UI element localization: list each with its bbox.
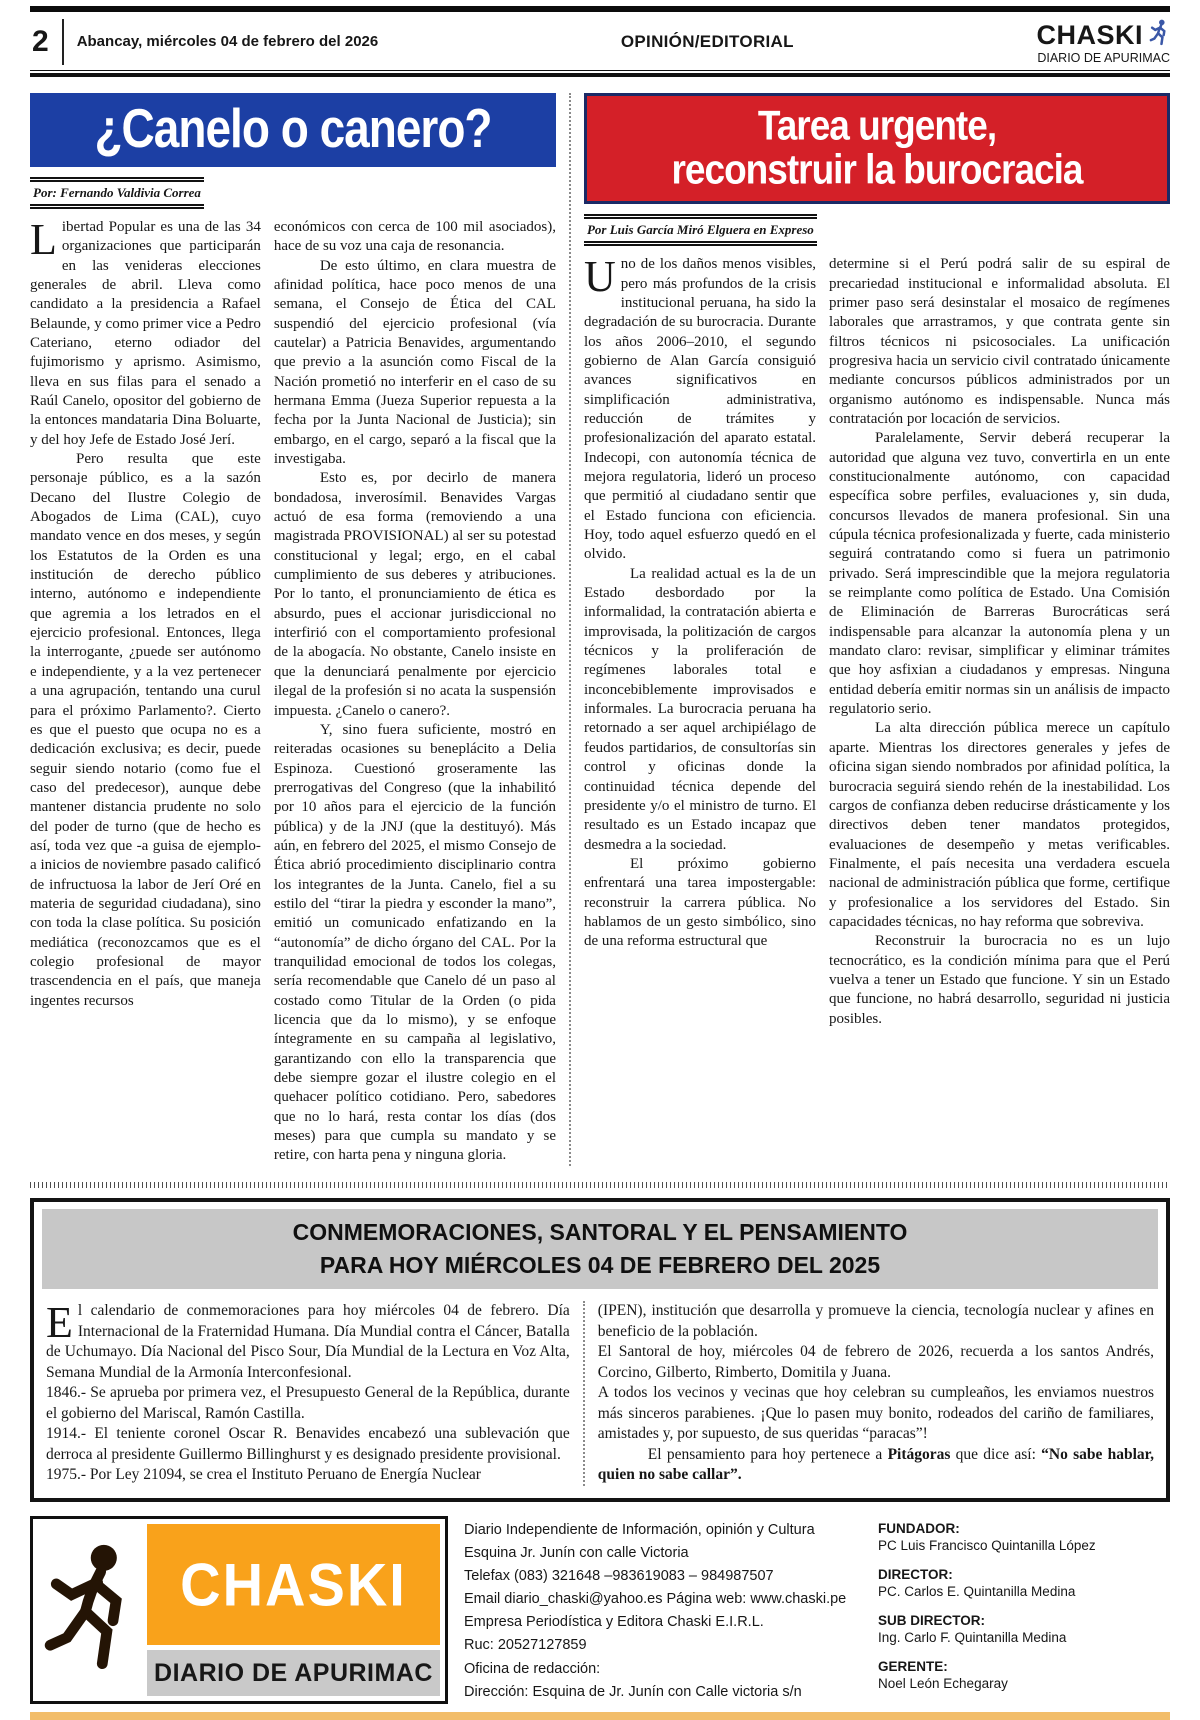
paragraph: A todos los vecinos y vecinas que hoy celebran su cumpleaños, les enviamos nuestros más sinceros parabienes. ¡Que lo pasen muy bonito, rodeados del cariño de familiares, amistades y, por supuesto, de sus queridas “paracas”!: [597, 1384, 1154, 1443]
article-burocracia: [569, 93, 1170, 1166]
footer-logo-subtitle-box: [147, 1650, 440, 1696]
article-canelo-title: ¿Canelo o canero?: [94, 97, 492, 159]
paragraph: El calendario de conmemoraciones para hoy miércoles 04 de febrero. Día Internacional de la Fraternidad Humana. Día Mundial contra el Cáncer, Batalla de Uchumayo. Día Nacional del Pisco Sour, Día Mundial de la Lectura en Voz Alta, Semana Mundial de la Armonía Interconfesional.: [46, 1298, 570, 1381]
article-burocracia-body: [583, 252, 1170, 1029]
paragraph: El próximo gobierno enfrentará una tarea impostergable: reconstruir la carrera pública. No hablamos de un gesto simbólico, sino de una reforma estructural que: [583, 855, 817, 950]
article-burocracia-title-line1: Tarea urgente,: [757, 102, 997, 149]
dropcap: E: [46, 1298, 73, 1348]
paragraph: económicos con cerca de 100 mil asociados), hace de su voz una caja de resonancia.: [273, 218, 556, 255]
paragraph: 1846.- Se aprueba por primera vez, el Presupuesto General de la República, durante el gobierno del Mariscal, Ramón Castilla.: [46, 1384, 570, 1422]
article-canelo-column-2: [274, 218, 556, 1166]
footer-logo-name-box: [147, 1524, 440, 1646]
article-canelo: [30, 93, 569, 1166]
article-burocracia-column-1: [583, 252, 829, 1029]
article-burocracia-byline: Por Luis García Miró Elguera en Expreso: [584, 214, 817, 246]
conmemoraciones-box: [30, 1198, 1170, 1502]
contact-line: Oficina de redacción:: [464, 1660, 601, 1677]
article-canelo-title-box: [30, 93, 556, 167]
paragraph: Uno de los daños menos visibles, pero más profundos de la crisis institucional peruana, ha sido la degradación de su burocracia. Durante los años 2006–2010, el segundo gobierno de Alan García consiguió avances significativos en simplificación administrativa, reducción de trámites y profesionalización del aparato estatal. Indecopi, con autonomía técnica de mejora regulatoria, lideró un proceso que permitió al ciudadano sentir que el Estado funciona con eficiencia. Hoy, todo aquel esfuerzo quedó en el olvido.: [583, 252, 817, 563]
contact-line: Dirección: Esquina de Jr. Junín con Calle victoria s/n: [464, 1683, 802, 1700]
section-separator: [30, 1182, 1170, 1188]
paragraph: Paralelamente, Servir deberá recuperar la autoridad que alguna vez tuvo, convertirla en un ente constitucionalmente autónomo, con capacidad específica sobre perfiles, evaluaciones y, sin duda, concursos llevados de manera profesional. Sin una cúpula técnica profesionalizada y fuerte, cada ministerio seguirá contratando como si fuera un patrimonio privado. Será imprescindible que la mejora regulatoria se reimplante como política de Estado. Una Comisión de Eliminación de Barreras Burocráticas será indispensable para alcanzar la autonomía plena y un mandato claro: revisar, simplificar y eliminar trámites que hoy asfixian a ciudadanos y empresas. Ninguna entidad debería emitir normas sin un análisis de impacto regulatorio serio.: [829, 430, 1170, 718]
staff-name: Noel León Echegaray: [878, 1676, 1008, 1692]
contact-line: Esquina Jr. Junín con calle Victoria: [464, 1544, 689, 1561]
brand-subtitle: DIARIO DE APURIMAC: [1037, 50, 1170, 65]
paragraph: El Santoral de hoy, miércoles 04 de febrero de 2026, recuerda a los santos Andrés, Corcino, Gilberto, Rimberto, Domitila y Juana.: [597, 1343, 1154, 1381]
paragraph: 1914.- El teniente coronel Oscar R. Benavides encabezó una sublevación que derroca al presidente Guillermo Billinghurst y es designado presidente provisional.: [46, 1425, 570, 1463]
contact-line: Diario Independiente de Información, opinión y Cultura: [464, 1521, 815, 1538]
pensamiento-author: Pitágoras: [887, 1445, 951, 1463]
dropcap: L: [30, 214, 57, 264]
bottom-page-strip: [30, 1712, 1170, 1720]
pensamiento-quote: “No sabe hablar, quien no sabe callar”.: [597, 1445, 1154, 1484]
footer: [30, 1516, 1170, 1705]
paragraph: De esto último, en clara muestra de afinidad política, hace poco menos de una semana, el Consejo de Ética del CAL suspendió del ejercicio profesional (vía cautelar) a Patricia Benavides, argumentando que previo a la asunción como Fiscal de la Nación prometió no interferir en el caso de su hermana Emma (Jueza Superior repuesta a la fecha por la Junta Nacional de Justicia); sin embargo, en el cargo, separó a la fiscal que la investigaba.: [273, 257, 556, 468]
dropcap: U: [583, 252, 616, 302]
brand-name: CHASKI: [1036, 20, 1143, 51]
staff-name: PC. Carlos E. Quintanilla Medina: [878, 1584, 1076, 1600]
footer-logo-name: CHASKI: [180, 1550, 407, 1619]
staff-role: GERENTE:: [878, 1658, 948, 1674]
chaski-runner-icon: [38, 1524, 142, 1697]
contact-line: Ruc: 20527127859: [464, 1637, 587, 1654]
conmemoraciones-title-line1: CONMEMORACIONES, SANTORAL Y EL PENSAMIENTO: [292, 1218, 908, 1245]
paragraph: La alta dirección pública merece un capítulo aparte. Mientras los directores generales y jefes de oficina sigan siendo nombrados por afinidad política, la burocracia seguirá siendo rehén de la inestabilidad. Los cargos de confianza deben reducirse drásticamente y los directivos deben tener mandatos protegidos, evaluaciones de desempeño y metas verificables. Finalmente, el país necesita una verdadera escuela nacional de administración pública que forme, certifique y profesionalice a los servidores del Estado. Sin capacidades técnicas, no hay reforma que sobreviva.: [829, 720, 1170, 930]
header-rule: [30, 70, 1170, 77]
paragraph: Libertad Popular es una de las 34 organizaciones que participarán en las venideras elecciones generales de abril. Lleva como candidato a la presidencia a Rafael Belaunde, y como primer vice a Pedro Cateriano, eterno odiador del fujimorismo y aprismo. Asimismo, lleva en sus filas para el senado a Raúl Canelo, opositor del gobierno de la entonces mandataria Dina Boluarte, y del hoy Jefe de Estado José Jerí.: [30, 214, 261, 448]
article-burocracia-title-box: [584, 93, 1170, 204]
footer-contact-info: [464, 1516, 862, 1705]
articles-section: [30, 93, 1170, 1166]
header-divider: [62, 19, 64, 65]
staff-role: SUB DIRECTOR:: [878, 1612, 986, 1628]
footer-logo-subtitle: DIARIO DE APURIMAC: [154, 1658, 433, 1687]
section-title: OPINIÓN/EDITORIAL: [620, 31, 794, 51]
conmemoraciones-column-1: [46, 1298, 583, 1485]
contact-line: Empresa Periodística y Editora Chaski E.I.R.L.: [464, 1614, 764, 1631]
footer-logo-box: [30, 1516, 448, 1705]
paragraph: determine si el Perú podrá salir de su espiral de precariedad institucional e informalidad absoluta. El primer paso será desinstalar el mosaico de regímenes laborales que arrastramos, y que contrata gente sin filtros técnicos ni psicosociales. La unificación progresiva hacia un servicio civil contratado únicamente mediante concursos públicos administrados por un organismo autónomo es indispensable. Nunca más contratación por locación de servicios.: [829, 256, 1170, 427]
conmemoraciones-header: [42, 1209, 1158, 1290]
header-date: Abancay, miércoles 04 de febrero del 2026: [76, 33, 379, 51]
paragraph: Reconstruir la burocracia no es un lujo tecnocrático, es la condición mínima para que el Perú vuelva a tener un Estado que funcione. Y sin un Estado que funcione, no habrá desarrollo, seguridad ni justicia posibles.: [829, 933, 1170, 1027]
paragraph: Pero resulta que este personaje público, es a la sazón Decano del Ilustre Colegio de Abogados de Lima (CAL), cuyo mandato vence en dos meses, y según los Estatutos de la Orden es una institución de derecho público interno, autónomo e independiente que agremia a los letrados en el ejercicio profesional. Entonces, llega la interrogante, ¿puede ser autónomo e independiente, y a la vez pertenecer a una agrupación, tentando una curul para el próximo Parlamento?. Cierto es que el puesto que ocupa no es a dedicación exclusiva; es decir, puede seguir siendo notario (como fue el caso del predecesor), aunque debe mantener distancia prudente no solo del poder de turno (que de hecho es así, toda vez que -a guisa de ejemplo- a inicios de noviembre pasado calificó de infructuosa la labor de Jerí Oré en materia de seguridad ciudadana), sino con toda la clase política. Su posición mediática (reconozcamos que es el colegio profesional de mayor trascendencia en el país, que maneja ingentes recursos: [30, 451, 261, 1009]
masthead: [1036, 19, 1170, 65]
runner-icon: [1148, 19, 1170, 52]
footer-staff-list: [878, 1516, 1170, 1705]
article-canelo-body: [30, 214, 556, 1166]
article-burocracia-title-line2: reconstruir la burocracia: [671, 146, 1083, 192]
paragraph: La realidad actual es la de un Estado desbordado por la informalidad, la contratación abierta e improvisada, la politización de cargos técnicos y la proliferación de regímenes laborales total e inconcebiblemente improvisados e informales. La burocracia peruana ha retornado a ser aquel archipiélago de feudos partidarios, de consultorías sin control y oficinas donde la continuidad técnica depende del presidente y/o el ministro de turno. El resultado es un Estado incapaz que desmedra a la sociedad.: [583, 565, 817, 853]
article-canelo-column-1: [30, 214, 274, 1166]
staff-role: FUNDADOR:: [878, 1520, 960, 1536]
staff-name: Ing. Carlo F. Quintanilla Medina: [878, 1630, 1067, 1646]
contact-line: Telefax (083) 321648 –983619083 – 984987507: [464, 1567, 774, 1584]
staff-name: PC Luis Francisco Quintanilla López: [878, 1538, 1096, 1554]
paragraph: Y, sino fuera suficiente, mostró en reiteradas ocasiones su beneplácito a Delia Espinoza. Cuestionó groseramente las prerrogativas del Congreso (que la inhabilitó por 10 años para el ejercicio de la función pública) y de la JNJ (que la destituyó). Más aún, en febrero del 2025, el mismo Consejo de Ética abrió procedimiento disciplinario contra los integrantes de la Junta. Canelo, fiel a su estilo del “tirar la piedra y esconder la mano”, emitió un comunicado enfatizando en la “autonomía” de dicho órgano del CAL. Por la tranquilidad emocional de todos los colegas, sería recomendable que Canelo dé un paso al costado como Titular de la Orden (o pida licencia que da lo mismo), y se enfoque íntegramente en su campaña al legislativo, garantizando con ello la transparencia que debe siempre gozar el ilustre colegio en el quehacer político cotidiano. Pero, sabedores que no lo hará, resta contar los días (dos meses) para que cumpla su mandato y se retire, con harta pena y ninguna gloria.: [273, 721, 556, 1164]
paragraph: (IPEN), institución que desarrolla y promueve la ciencia, tecnología nuclear y afines en beneficio de la población.: [597, 1302, 1154, 1340]
paragraph: 1975.- Por Ley 21094, se crea el Instituto Peruano de Energía Nuclear: [46, 1466, 481, 1484]
pensamiento-del-dia: El pensamiento para hoy pertenece a Pitágoras que dice así: “No sabe hablar, quien no sabe callar”.: [597, 1445, 1154, 1484]
conmemoraciones-column-2: [583, 1301, 1154, 1485]
article-burocracia-column-2: [829, 255, 1170, 1029]
article-canelo-byline: Por: Fernando Valdivia Correa: [30, 177, 204, 209]
staff-role: DIRECTOR:: [878, 1566, 953, 1582]
page-header: [30, 12, 1170, 70]
page-number: 2: [32, 24, 49, 58]
conmemoraciones-title-line2: PARA HOY MIÉRCOLES 04 DE FEBRERO DEL 2025: [319, 1252, 881, 1279]
contact-line: Email diario_chaski@yahoo.es Página web: www.chaski.pe: [464, 1591, 847, 1608]
conmemoraciones-body: [42, 1289, 1158, 1487]
paragraph: Esto es, por decirlo de manera bondadosa, inverosímil. Benavides Vargas actuó de esa forma (removiendo a una magistrada PROVISIONAL) al ser su potestad constitucional y legal; ergo, en el cabal cumplimiento de sus deberes y atribuciones. Por lo tanto, el pronunciamiento de ética es absurdo, pues el accionar jurisdiccional no interfirió con el comportamiento profesional de la abogacía. No obstante, Canelo insiste en que la denunciará penalmente por ejercicio ilegal de la profesión si no acata la suspensión impuesta. ¿Canelo o canero?.: [273, 470, 556, 719]
